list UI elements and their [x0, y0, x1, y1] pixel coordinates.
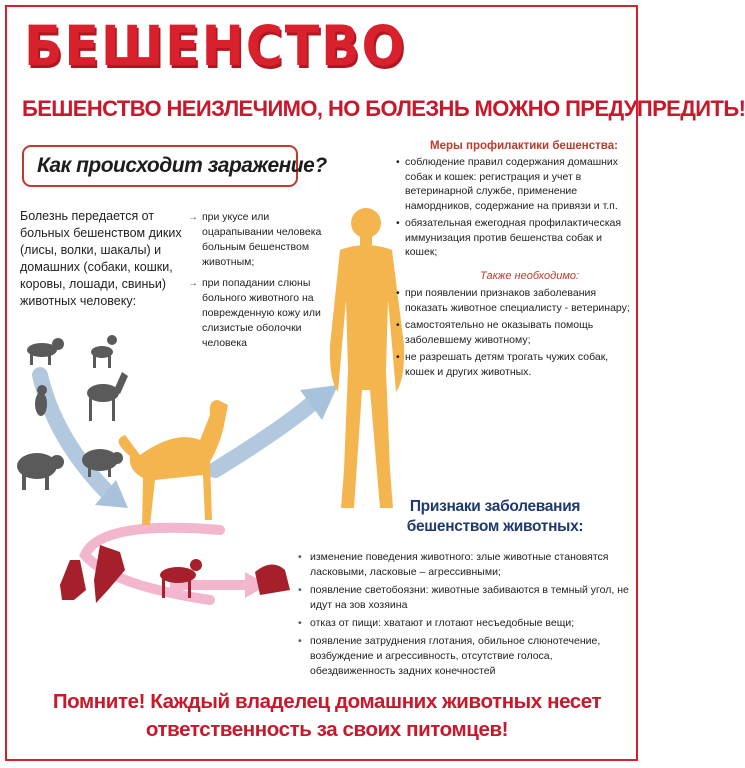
also-needed-item: • самостоятельно не оказывать помощь заболевшему животному; [396, 318, 636, 347]
poster-title: БЕШЕНСТВО [24, 14, 407, 78]
dog-figure-icon [119, 400, 228, 525]
infection-route-item: → при укусе или оцарапывании человека больным бешенством животным; [188, 210, 340, 270]
sign-item: • отказ от пищи: хватают и глотают несъедобные вещи; [298, 616, 636, 631]
prevention-heading: Меры профилактики бешенства: [430, 140, 618, 152]
sign-item: • появление светобоязни: животные забиваются в темный угол, не идут на зов хозяина [298, 583, 636, 613]
signs-heading: Признаки заболевания бешенством животных: [406, 498, 584, 535]
wild-animals-group [17, 335, 128, 490]
infection-intro: Болезнь передается от больных бешенством диких (лисы, волки, шакалы) и домашних (собаки, кошки, коровы, лошади, свиньи) животных человеку: [20, 209, 182, 308]
prevention-item: • обязательная ежегодная профилактическая иммунизация против бешенства собак и кошек; [396, 216, 636, 260]
pig-icon [82, 449, 123, 477]
footer-warning: Помните! Каждый владелец домашних животных несет ответственность за своих питомцев! [52, 690, 602, 741]
sign-item: • появление затруднения глотания, обильное слюнотечение, возбуждение и агрессивность, отсутствие голоса, обездвиженность задних конечностей [298, 634, 636, 679]
sign-item: • изменение поведения животного: злые животные становятся ласковыми, ласковые – агрессивными; [298, 550, 636, 580]
curved-arrow-right-icon [215, 405, 310, 470]
also-needed-item: • не разрешать детям трогать чужих собак, кошек и других животных. [396, 350, 636, 379]
prevention-list [396, 155, 636, 263]
infection-route-item: → при попадании слюны больного животного на поврежденную кожу или слизистые оболочки человека [188, 276, 340, 351]
sick-dog-sitting-icon [60, 560, 86, 600]
dog-grey-icon [91, 335, 117, 368]
cow-icon [17, 453, 64, 490]
horse-icon [87, 372, 128, 421]
infection-heading: Как происходит заражение? [37, 154, 327, 177]
signs-list [298, 550, 636, 682]
wolf-icon [27, 338, 64, 365]
also-needed-item: • при появлении признаков заболевания показать животное специалисту - ветеринару; [396, 286, 636, 315]
also-needed-heading: Также необходимо: [480, 270, 580, 282]
also-needed-list [396, 286, 636, 382]
human-figure-icon [330, 208, 404, 508]
sick-dog-lying-icon [255, 564, 290, 595]
poster-subtitle: БЕШЕНСТВО НЕИЗЛЕЧИМО, НО БОЛЕЗНЬ МОЖНО ПРЕДУПРЕДИТЬ! [22, 96, 745, 121]
prevention-item: • соблюдение правил содержания домашних собак и кошек: регистрация и учет в ветеринарной службе, применение намордников, содержание на привязи и т.п. [396, 155, 636, 213]
sick-dog-jumping-icon [94, 545, 125, 603]
